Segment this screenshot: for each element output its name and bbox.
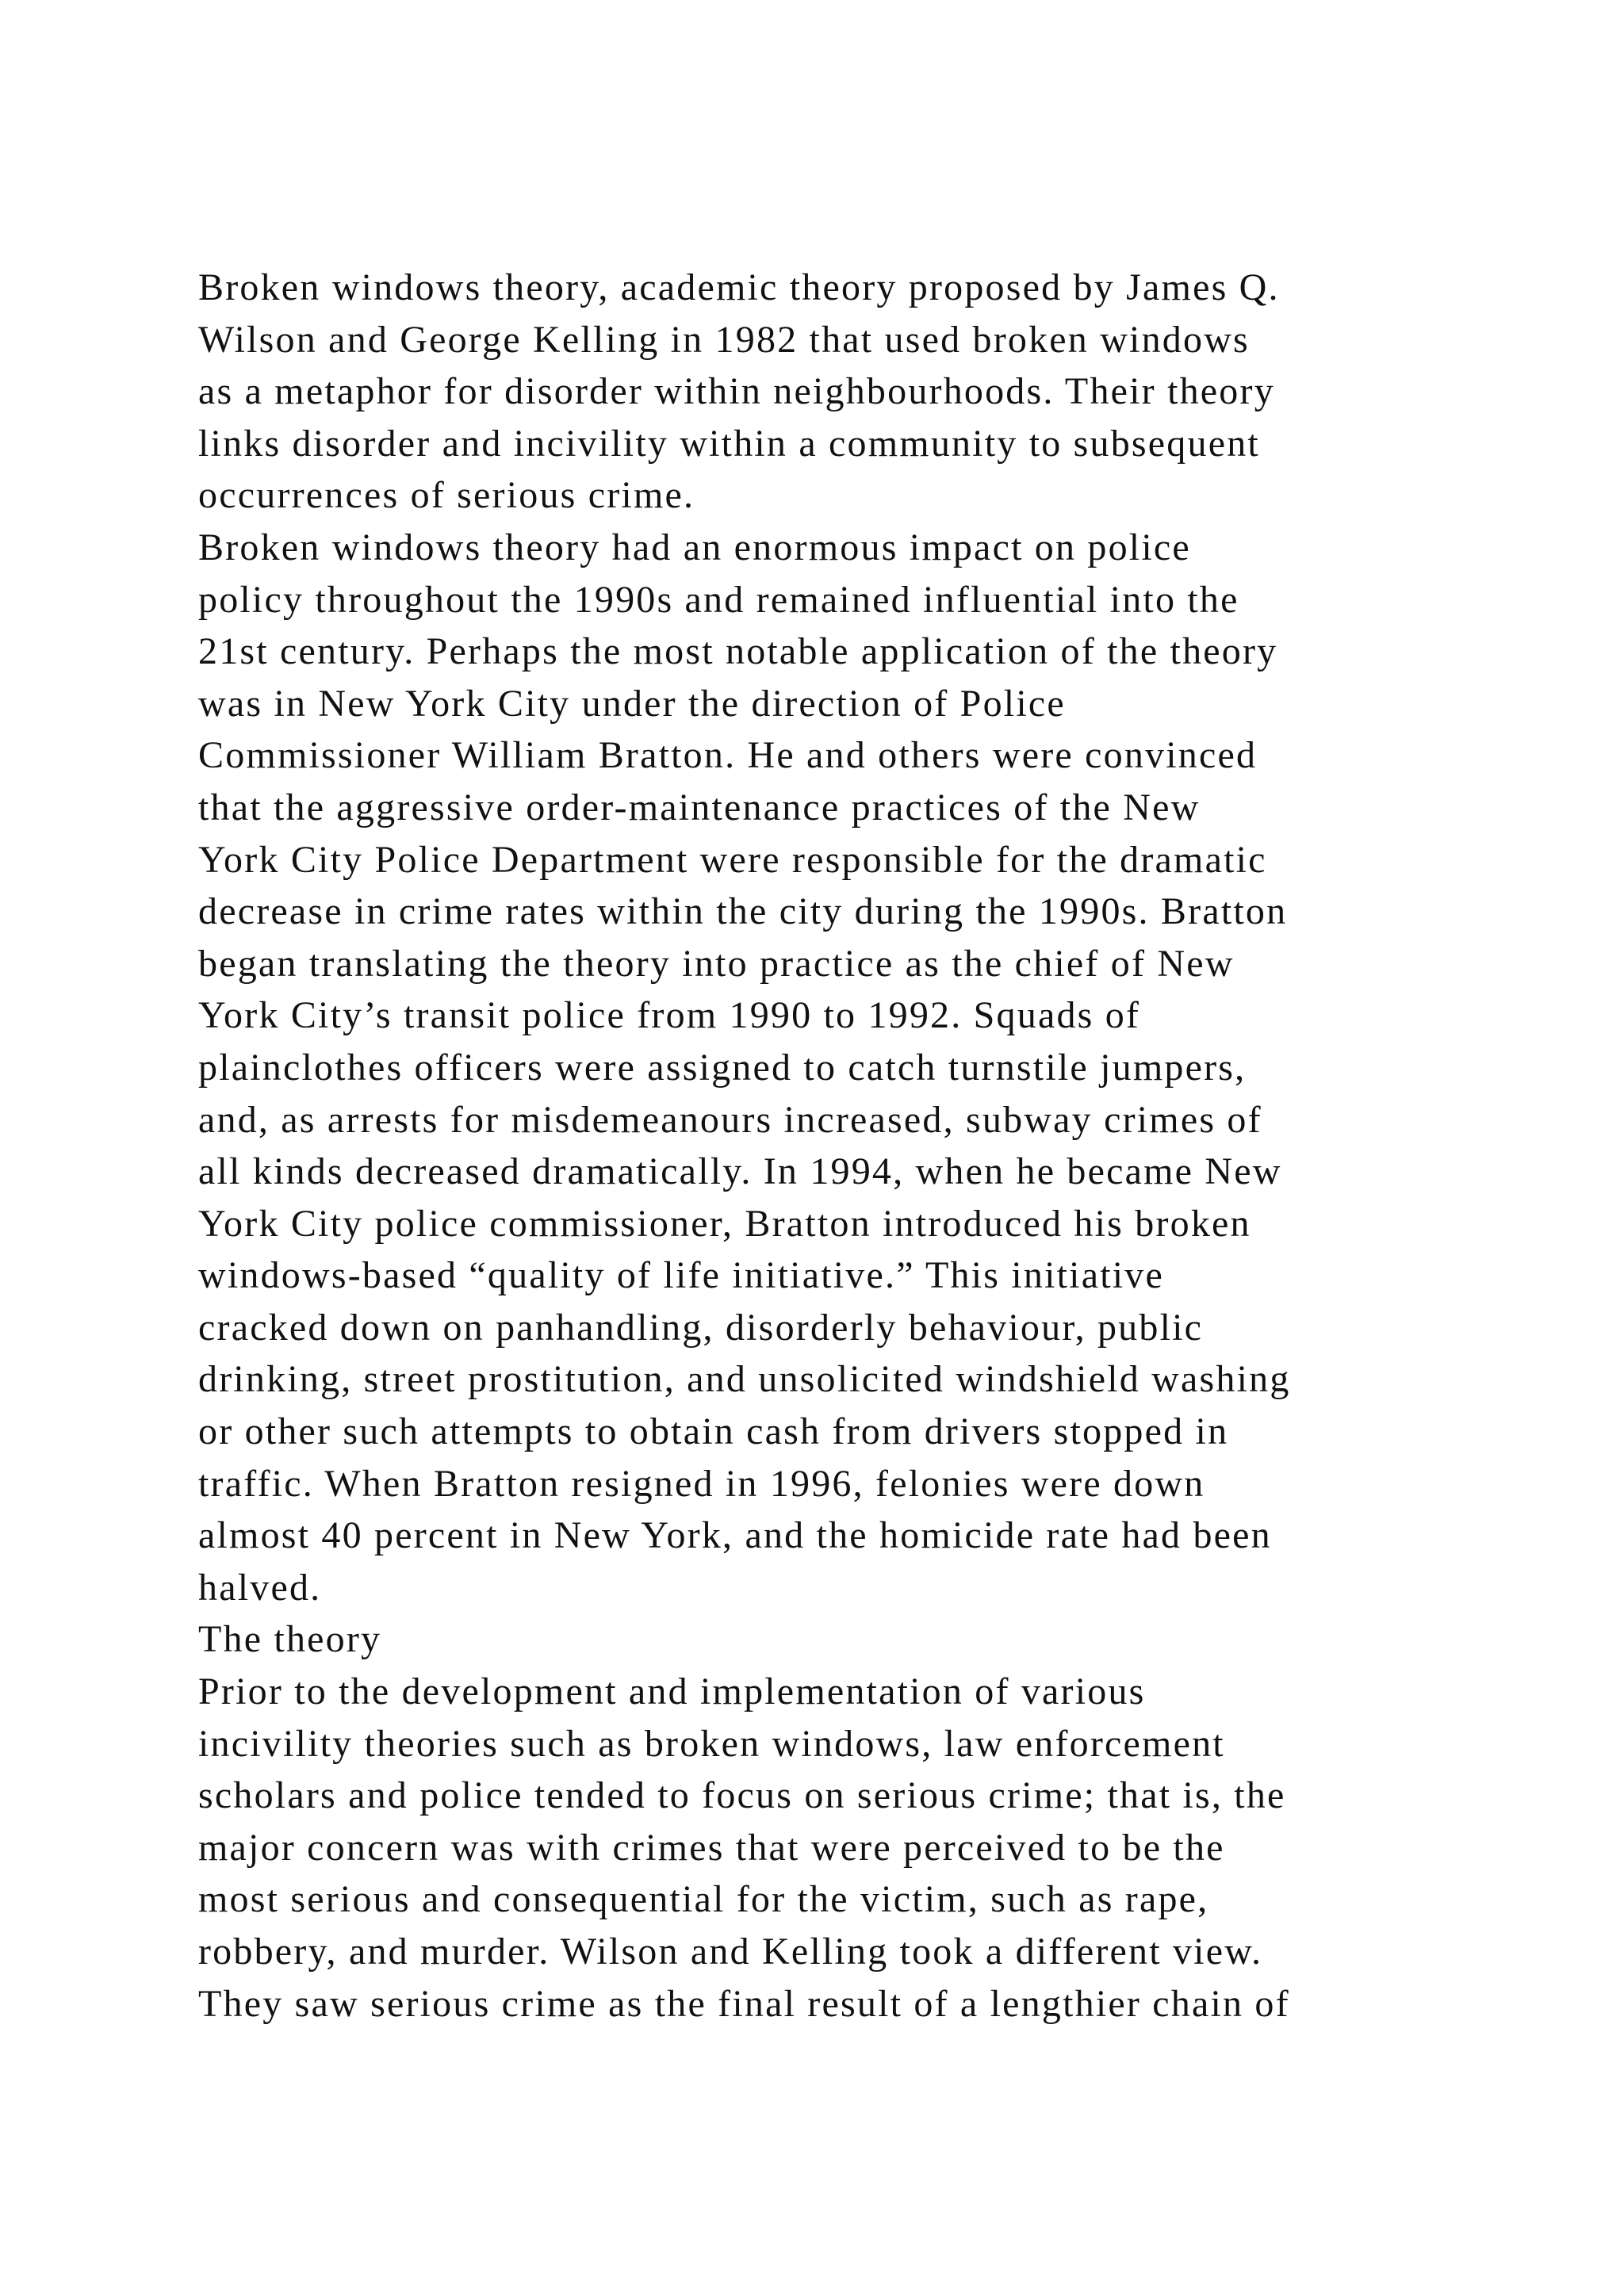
text-line: policy throughout the 1990s and remained influential into the xyxy=(198,578,1239,621)
text-line: Broken windows theory had an enormous impact on police xyxy=(198,526,1191,568)
text-line: was in New York City under the direction of Police xyxy=(198,682,1066,725)
text-line: York City police commissioner, Bratton introduced his broken xyxy=(198,1202,1251,1245)
text-line: links disorder and incivility within a community to subsequent xyxy=(198,422,1260,465)
text-line: They saw serious crime as the final result of a lengthier chain of xyxy=(198,1982,1290,2025)
text-line: Prior to the development and implementation of various xyxy=(198,1670,1146,1713)
text-line: that the aggressive order-maintenance practices of the New xyxy=(198,786,1201,828)
text-line: all kinds decreased dramatically. In 1994, when he became New xyxy=(198,1150,1282,1193)
text-line: windows-based “quality of life initiative.” This initiative xyxy=(198,1254,1165,1297)
text-line: most serious and consequential for the victim, such as rape, xyxy=(198,1878,1209,1921)
body-text xyxy=(198,262,1467,2030)
text-line: and, as arrests for misdemeanours increased, subway crimes of xyxy=(198,1098,1262,1141)
text-line: decrease in crime rates within the city during the 1990s. Bratton xyxy=(198,890,1288,933)
text-line: scholars and police tended to focus on serious crime; that is, the xyxy=(198,1774,1286,1817)
text-line: major concern was with crimes that were perceived to be the xyxy=(198,1826,1225,1869)
text-line: York City’s transit police from 1990 to 1992. Squads of xyxy=(198,994,1141,1037)
text-line: York City Police Department were responsible for the dramatic xyxy=(198,838,1267,881)
text-line: Broken windows theory, academic theory proposed by James Q. xyxy=(198,266,1280,308)
text-line: incivility theories such as broken windows, law enforcement xyxy=(198,1722,1225,1765)
text-line: halved. xyxy=(198,1566,322,1609)
text-line: almost 40 percent in New York, and the homicide rate had been xyxy=(198,1514,1272,1557)
text-line: or other such attempts to obtain cash from drivers stopped in xyxy=(198,1410,1229,1453)
text-line: traffic. When Bratton resigned in 1996, felonies were down xyxy=(198,1462,1205,1505)
text-line: as a metaphor for disorder within neighbourhoods. Their theory xyxy=(198,370,1275,413)
text-line: plainclothes officers were assigned to catch turnstile jumpers, xyxy=(198,1046,1247,1089)
text-line: Wilson and George Kelling in 1982 that used broken windows xyxy=(198,318,1250,361)
text-line: drinking, street prostitution, and unsolicited windshield washing xyxy=(198,1358,1291,1401)
section-heading: The theory xyxy=(198,1618,382,1661)
text-line: robbery, and murder. Wilson and Kelling took a different view. xyxy=(198,1931,1263,1973)
text-line: occurrences of serious crime. xyxy=(198,474,695,517)
text-line: began translating the theory into practice as the chief of New xyxy=(198,942,1235,985)
text-line: Commissioner William Bratton. He and others were convinced xyxy=(198,734,1258,777)
text-line: 21st century. Perhaps the most notable application of the theory xyxy=(198,630,1278,673)
text-line: cracked down on panhandling, disorderly behaviour, public xyxy=(198,1306,1204,1349)
